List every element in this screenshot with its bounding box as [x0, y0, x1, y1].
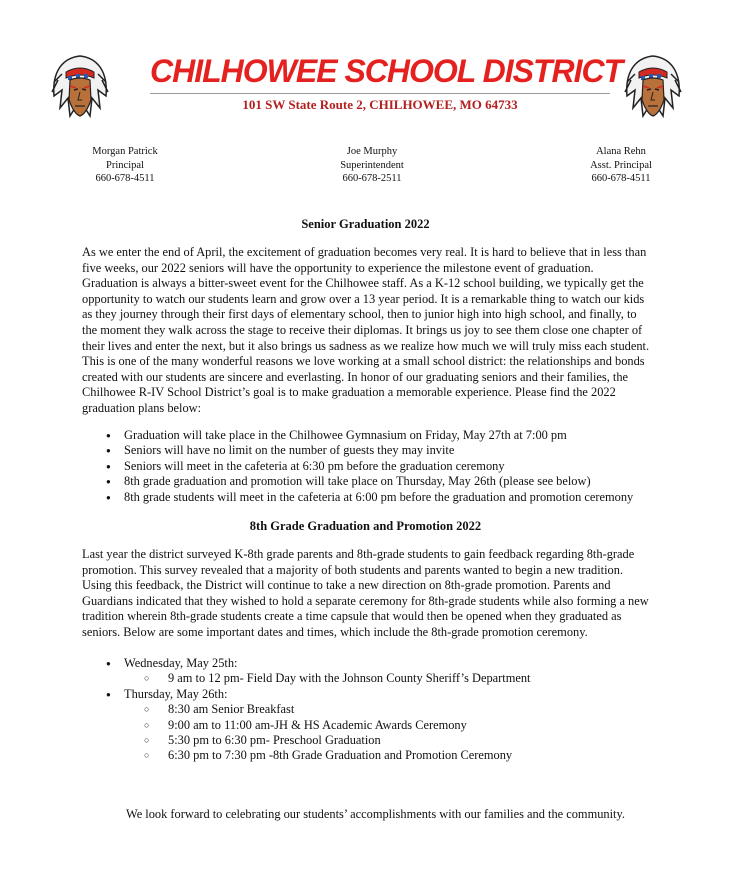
eighth-grade-heading: 8th Grade Graduation and Promotion 2022 [249, 519, 482, 533]
schedule-day-label: Thursday, May 26th: [124, 686, 228, 701]
graduation-plans-list [106, 428, 633, 505]
list-item: ○ 9:00 am to 11:00 am-JH & HS Academic Awards Ceremony [124, 718, 531, 733]
district-title: CHILHOWEE SCHOOL DISTRICT [150, 53, 623, 89]
staff-principal [70, 145, 180, 186]
list-item: ○ 9 am to 12 pm- Field Day with the Johnson County Sheriff’s Department [124, 671, 531, 686]
staff-role: Asst. Principal [590, 159, 652, 171]
district-address: 101 SW State Route 2, CHILHOWEE, MO 64733 [242, 97, 518, 112]
list-item: ● 8th grade students will meet in the cafeteria at 6:00 pm before the graduation and promotion ceremony [106, 490, 633, 505]
schedule-list [106, 656, 531, 764]
staff-superintendent [312, 145, 432, 186]
staff-name: Joe Murphy [346, 146, 398, 157]
list-item: ● 8th grade graduation and promotion will take place on Thursday, May 26th (please see below) [106, 474, 633, 489]
eighth-grade-paragraph: Last year the district surveyed K-8th grade parents and 8th-grade students to gain feedback regarding 8th-grade promotion. This survey revealed that a majority of both students and parents wanted to begin a new tradition. Using this feedback, the District will continue to take a new direction on 8th-grade promotion. Parents and Guardians indicated that they wished to hold a separate ceremony for 8th-grade students while also forming a new tradition wherein 8th-grade students create a time capsule that would then be opened when they graduated as seniors. Below are some important dates and times, which include the 8th-grade promotion ceremony. [82, 547, 649, 639]
list-item: ○ 6:30 pm to 7:30 pm -8th Grade Graduation and Promotion Ceremony [124, 748, 531, 763]
senior-graduation-heading: Senior Graduation 2022 [301, 217, 430, 231]
staff-role: Principal [106, 159, 144, 171]
staff-phone: 660-678-2511 [342, 173, 402, 184]
chief-headdress-icon [621, 50, 685, 126]
schedule-day-label: Wednesday, May 25th: [124, 656, 238, 670]
staff-phone: 660-678-4511 [591, 173, 651, 184]
list-item: ● Seniors will have no limit on the number of guests they may invite [106, 443, 633, 458]
chief-headdress-icon [48, 50, 112, 126]
senior-graduation-paragraph: As we enter the end of April, the excitement of graduation becomes very real. It is hard to believe that in less than five weeks, our 2022 seniors will have the opportunity to experience the milestone event of graduation. Graduation is always a bitter-sweet event for the Chilhowee staff. As a K-12 school building, we typically get the opportunity to watch our students learn and grow over a 13 year period. It is a remarkable thing to watch our kids as they journey through their first days of elementary school, then to junior high into high school, and finally, to the moment they walk across the stage to receive their diplomas. It brings us joy to see them close one chapter of their lives and enter the next, but it also brings us sadness as we realize how much we will truly miss each student. This is one of the many wonderful reasons we love working at a small school district: the relationships and bonds created with our students are sincere and everlasting. In honor of our graduating seniors and their families, the Chilhowee R-IV School District’s goal is to make graduation a memorable experience. Please find the 2022 graduation plans below: [82, 245, 650, 415]
list-item [106, 687, 531, 764]
list-item [106, 656, 531, 687]
closing-statement: We look forward to celebrating our students’ accomplishments with our families and the community. [126, 807, 625, 821]
list-item: ○ 8:30 am Senior Breakfast [124, 702, 531, 717]
staff-asst-principal [566, 145, 676, 186]
list-item: ● Graduation will take place in the Chilhowee Gymnasium on Friday, May 27th at 7:00 pm [106, 428, 633, 443]
staff-phone: 660-678-4511 [95, 173, 155, 184]
staff-name: Alana Rehn [596, 146, 646, 157]
staff-role: Superintendent [340, 159, 404, 171]
list-item: ○ 5:30 pm to 6:30 pm- Preschool Graduation [124, 733, 531, 748]
list-item: ● Seniors will meet in the cafeteria at 6:30 pm before the graduation ceremony [106, 459, 633, 474]
schedule-sublist [124, 671, 531, 686]
title-divider [150, 93, 610, 94]
schedule-sublist [124, 702, 531, 764]
staff-name: Morgan Patrick [92, 146, 158, 157]
